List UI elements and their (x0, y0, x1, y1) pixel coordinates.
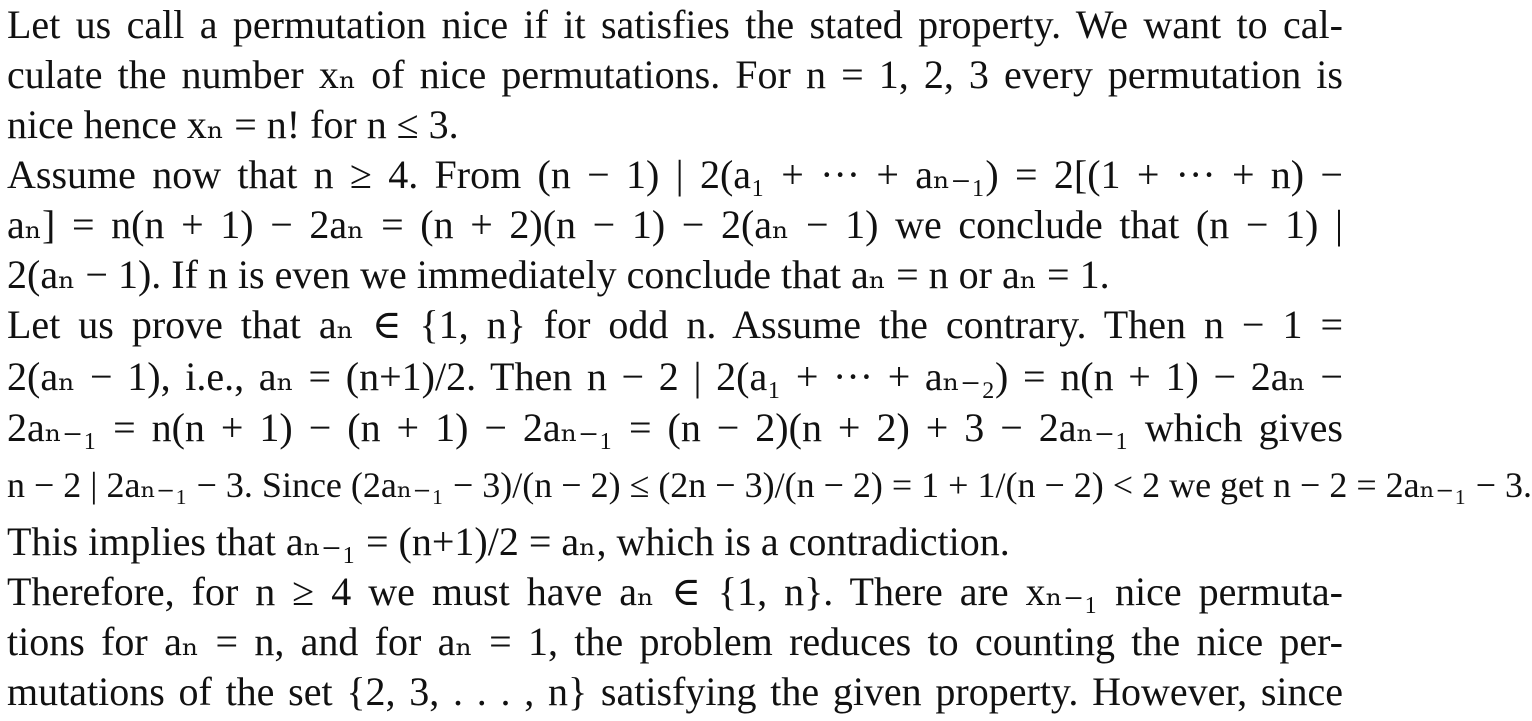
text-line: Let us prove that aₙ ∈ {1, n} for odd n. Assume the contrary. Then n − 1 = (7, 302, 1343, 347)
text-line: nice hence xₙ = n! for n ≤ 3. (7, 102, 459, 147)
text-line: This implies that aₙ₋₁ = (n+1)/2 = aₙ, which is a contradiction. (7, 519, 1010, 564)
text-line: 2(aₙ − 1). If n is even we immediately conclude that aₙ = n or aₙ = 1. (7, 252, 1110, 297)
text-line: tions for aₙ = n, and for aₙ = 1, the problem reduces to counting the nice per- (7, 619, 1343, 664)
text-line: 2aₙ₋₁ = n(n + 1) − (n + 1) − 2aₙ₋₁ = (n − 2)(n + 2) + 3 − 2aₙ₋₁ which gives (7, 405, 1343, 450)
text-line: Let us call a permutation nice if it satisfies the stated property. We want to cal- (7, 2, 1343, 47)
text-line: n − 2 | 2aₙ₋₁ − 3. Since (2aₙ₋₁ − 3)/(n − 2) ≤ (2n − 3)/(n − 2) = 1 + 1/(n − 2) < 2 we get n − 2 = 2aₙ₋₁ − 3. (7, 465, 1532, 505)
text-line: mutations of the set {2, 3, . . . , n} satisfying the given property. However, since (7, 669, 1343, 714)
text-line: 2(aₙ − 1), i.e., aₙ = (n+1)/2. Then n − 2 | 2(a₁ + ··· + aₙ₋₂) = n(n + 1) − 2aₙ − (7, 354, 1343, 399)
text-line: Therefore, for n ≥ 4 we must have aₙ ∈ {1, n}. There are xₙ₋₁ nice permuta- (7, 569, 1343, 614)
text-line: aₙ] = n(n + 1) − 2aₙ = (n + 2)(n − 1) − 2(aₙ − 1) we conclude that (n − 1) | (7, 202, 1343, 247)
text-line: Assume now that n ≥ 4. From (n − 1) | 2(a₁ + ··· + aₙ₋₁) = 2[(1 + ··· + n) − (7, 152, 1343, 197)
text-line: culate the number xₙ of nice permutations. For n = 1, 2, 3 every permutation is (7, 52, 1343, 97)
